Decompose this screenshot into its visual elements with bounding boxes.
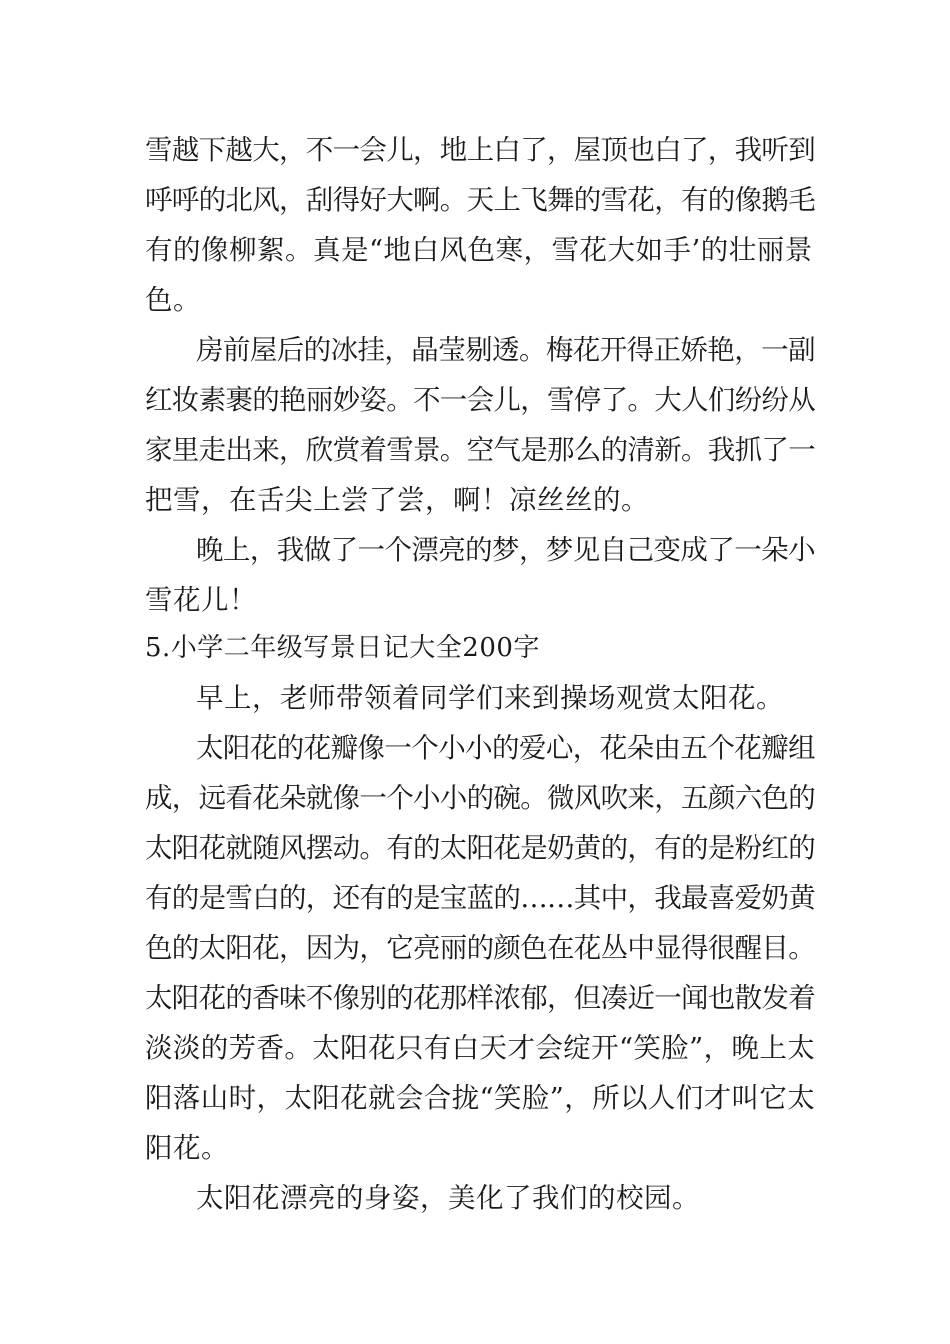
text-line: 阳落山时，太阳花就会合拢“笑脸”，所以人们才叫它太 [145,1082,816,1114]
text-line: 雪越下越大，不一会儿，地上白了，屋顶也白了，我听到 [145,134,815,166]
paragraph-first-line: 太阳花漂亮的身姿，美化了我们的校园。 [196,1182,700,1214]
section-heading: 5.小学二年级写景日记大全200字 [145,633,540,663]
text-line: 太阳花的香味不像别的花那样浓郁，但凑近一闻也散发着 [145,982,815,1014]
text-line: 阳花。 [145,1132,229,1164]
text-line: 把雪，在舌尖上尝了尝，啊！凉丝丝的。 [145,484,649,516]
paragraph-first-line: 早上，老师带领着同学们来到操场观赏太阳花。 [196,682,784,714]
text-line: 淡淡的芳香。太阳花只有白天才会绽开“笑脸”，晚上太 [145,1032,816,1064]
text-line: 色的太阳花，因为，它亮丽的颜色在花丛中显得很醒目。 [145,932,815,964]
text-line: 成，远看花朵就像一个小小的碗。微风吹来，五颜六色的 [145,782,815,814]
text-line: 色。 [145,284,201,316]
text-line: 雪花儿！ [145,584,257,616]
paragraph-first-line: 晚上，我做了一个漂亮的梦，梦见自己变成了一朵小 [196,534,815,566]
text-line: 家里走出来，欣赏着雪景。空气是那么的清新。我抓了一 [145,434,815,466]
text-line: 太阳花就随风摆动。有的太阳花是奶黄的，有的是粉红的 [145,832,815,864]
text-line: 呼呼的北风，刮得好大啊。天上飞舞的雪花，有的像鹅毛 [145,184,815,216]
paragraph-first-line: 太阳花的花瓣像一个小小的爱心，花朵由五个花瓣组 [196,732,815,764]
text-line: 有的像柳絮。真是“地白风色寒，雪花大如手’的壮丽景 [145,234,813,266]
text-line: 红妆素裹的艳丽妙姿。不一会儿，雪停了。大人们纷纷从 [145,384,815,416]
text-line: 有的是雪白的，还有的是宝蓝的……其中，我最喜爱奶黄 [145,882,815,914]
paragraph-first-line: 房前屋后的冰挂，晶莹剔透。梅花开得正娇艳，一副 [196,334,815,366]
